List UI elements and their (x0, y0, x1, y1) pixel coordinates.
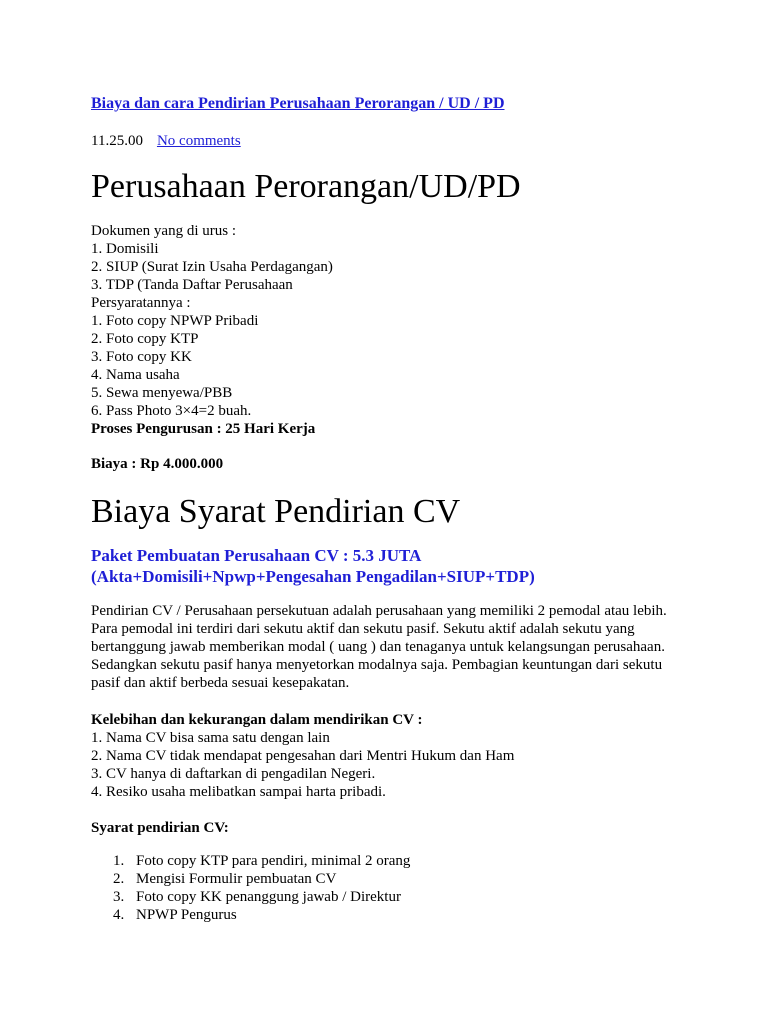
pros-cons-item: 1. Nama CV bisa sama satu dengan lain (91, 730, 330, 746)
paragraph-line: Para pemodal ini terdiri dari sekutu aktif dan sekutu pasif. Sekutu aktif adalah sekutu yang (91, 621, 635, 637)
section1-content (91, 222, 333, 438)
paragraph-line: Pendirian CV / Perusahaan persekutuan adalah perusahaan yang memiliki 2 pemodal atau lebih. (91, 603, 667, 619)
list-number: 2. (113, 871, 125, 887)
docs-label-line (91, 222, 333, 240)
cost-line: Biaya : Rp 4.000.000 (91, 456, 224, 472)
list-number: 1. (113, 853, 125, 869)
paragraph-line: Sedangkan sekutu pasif hanya menyetorkan modalnya saja. Pembagian keuntungan dari sekutu (91, 657, 663, 673)
pros-cons-label: Kelebihan dan kekurangan dalam mendirikan CV : (91, 712, 423, 728)
package-line-2: (Akta+Domisili+Npwp+Pengesahan Pengadilan+SIUP+TDP) (91, 567, 535, 586)
pros-cons-item: 2. Nama CV tidak mendapat pengesahan dari Mentri Hukum dan Ham (91, 748, 515, 764)
section1-heading: Perusahaan Perorangan/UD/PD (91, 168, 521, 205)
comments-link[interactable]: No comments (156, 133, 241, 149)
pros-cons-item: 3. CV hanya di daftarkan di pengadilan Negeri. (91, 766, 376, 782)
post-time: 11.25.00 (91, 133, 143, 149)
syarat-label: Syarat pendirian CV: (91, 820, 229, 836)
requirement-item: 6. Pass Photo 3×4=2 buah. (91, 403, 252, 419)
paragraph-line: pasif dan aktif berbeda sesuai kesepakatan. (91, 675, 350, 691)
requirement-item: 3. Foto copy KK (91, 349, 192, 365)
cv-description (91, 602, 731, 692)
docs-item: 1. Domisili (91, 241, 159, 257)
list-text: Foto copy KTP para pendiri, minimal 2 orang (136, 853, 411, 869)
post-title-link[interactable]: Biaya dan cara Pendirian Perusahaan Perorangan / UD / PD (91, 95, 505, 112)
section2-heading: Biaya Syarat Pendirian CV (91, 493, 461, 530)
syarat-item (91, 906, 410, 924)
syarat-list (91, 852, 410, 924)
requirement-item: 4. Nama usaha (91, 367, 180, 383)
requirement-item: 1. Foto copy NPWP Pribadi (91, 313, 259, 329)
process-duration: Proses Pengurusan : 25 Hari Kerja (91, 421, 316, 437)
syarat-item (91, 852, 410, 870)
syarat-item (91, 870, 410, 888)
docs-item: 2. SIUP (Surat Izin Usaha Perdagangan) (91, 259, 333, 275)
requirements-label: Persyaratannya : (91, 295, 191, 311)
package-heading (91, 545, 535, 587)
list-text: Foto copy KK penanggung jawab / Direktur (136, 889, 401, 905)
requirement-item: 2. Foto copy KTP (91, 331, 199, 347)
pros-cons (91, 711, 514, 801)
list-number: 4. (113, 907, 125, 923)
list-number: 3. (113, 889, 125, 905)
package-line-1: Paket Pembuatan Perusahaan CV : 5.3 JUTA (91, 546, 422, 565)
paragraph-line: bertanggung jawab memberikan modal ( uang ) dan tenaganya untuk kelangsungan perusahaan. (91, 639, 665, 655)
syarat-item (91, 888, 410, 906)
pros-cons-item: 4. Resiko usaha melibatkan sampai harta pribadi. (91, 784, 386, 800)
list-text: Mengisi Formulir pembuatan CV (136, 871, 337, 887)
list-text: NPWP Pengurus (136, 907, 237, 923)
docs-label: Dokumen yang di urus : (91, 223, 236, 239)
docs-item: 3. TDP (Tanda Daftar Perusahaan (91, 277, 293, 293)
post-meta (91, 132, 241, 150)
requirement-item: 5. Sewa menyewa/PBB (91, 385, 233, 401)
